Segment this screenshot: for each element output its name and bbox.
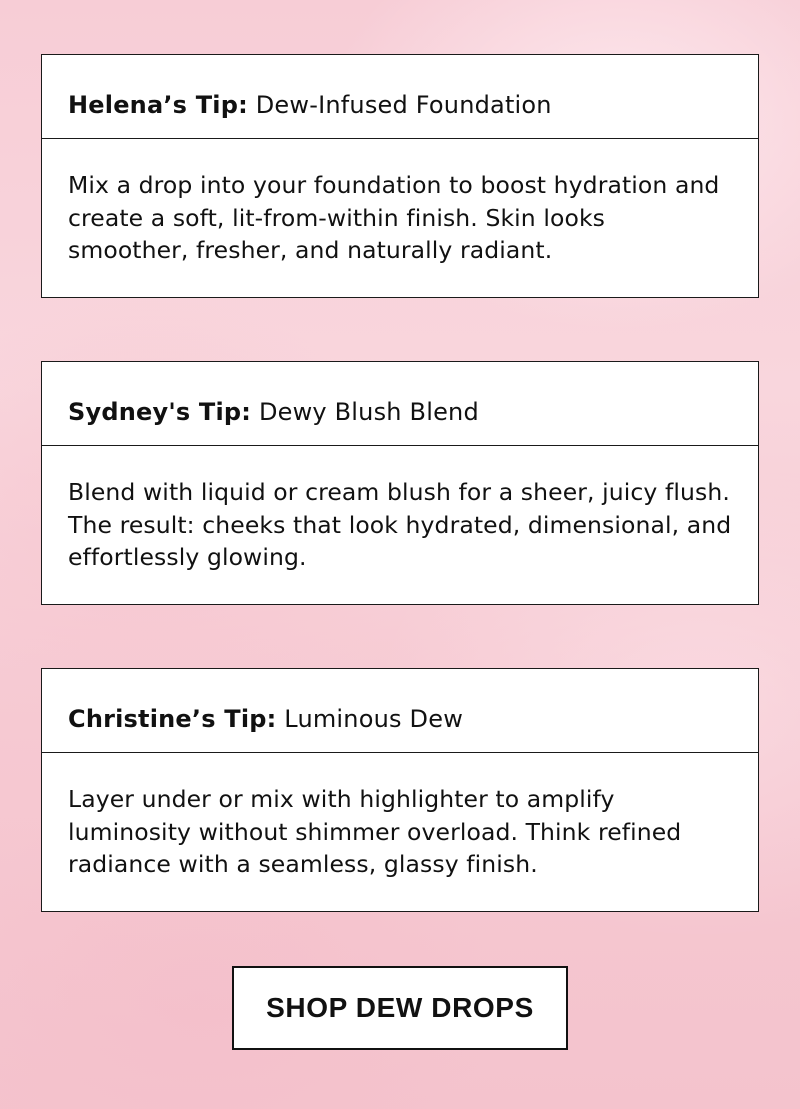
tip-card-header — [42, 55, 758, 139]
tip-title: Dew-Infused Foundation — [255, 90, 552, 119]
tip-body: Blend with liquid or cream blush for a sheer, juicy flush. The result: cheeks that look hydrated, dimensional, and effortlessly glowing. — [68, 478, 732, 571]
tip-title: Dewy Blush Blend — [258, 397, 479, 426]
tip-body: Mix a drop into your foundation to boost hydration and create a soft, lit-from-within finish. Skin looks smoother, fresher, and naturally radiant. — [68, 171, 720, 264]
tip-title: Luminous Dew — [284, 704, 464, 733]
tip-author: Sydney's Tip: — [68, 397, 252, 426]
shop-dew-drops-button[interactable]: SHOP DEW DROPS — [232, 966, 568, 1050]
tip-card-header — [42, 362, 758, 446]
tip-card-sydney — [41, 361, 759, 605]
tip-author: Helena’s Tip: — [68, 90, 248, 119]
tip-card-header — [42, 669, 758, 753]
tip-card-christine — [41, 668, 759, 912]
tip-body: Layer under or mix with highlighter to amplify luminosity without shimmer overload. Think refined radiance with a seamless, glassy finish. — [68, 785, 682, 878]
tip-author: Christine’s Tip: — [68, 704, 277, 733]
tip-card-helena — [41, 54, 759, 298]
